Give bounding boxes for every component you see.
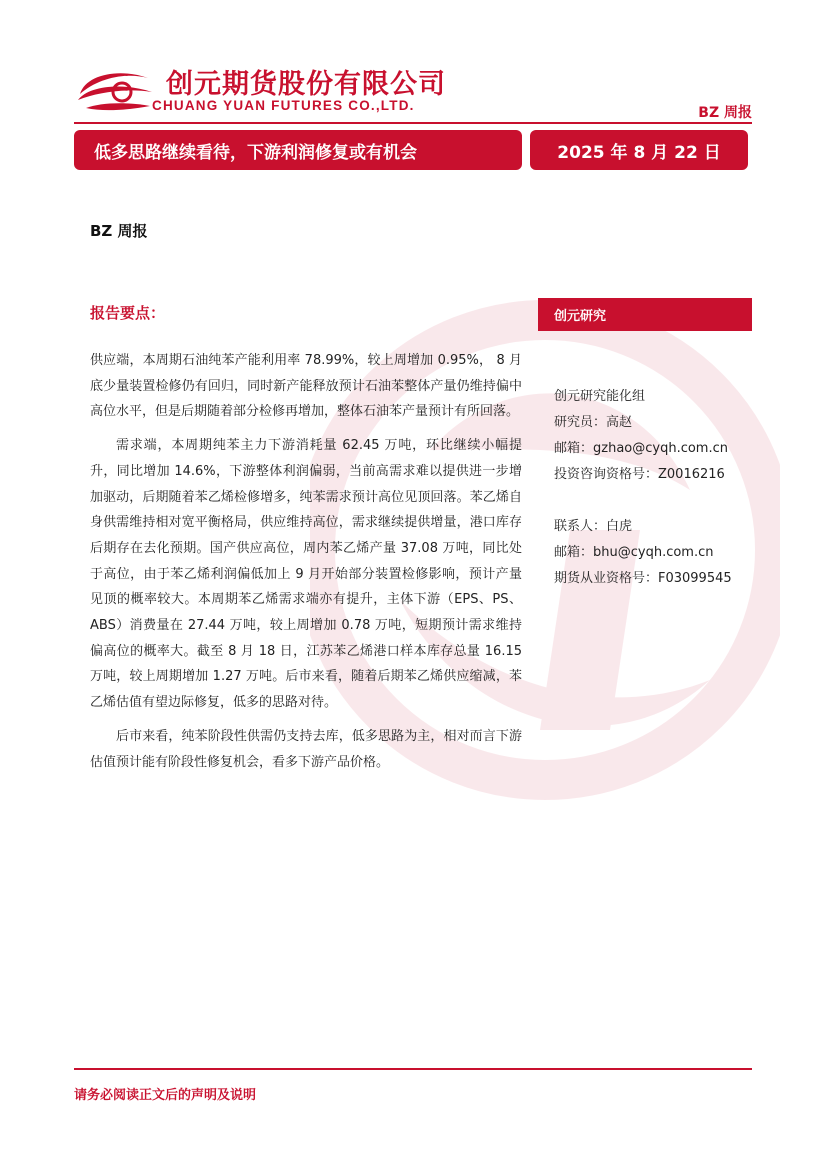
contact-email[interactable]: 邮箱：bhu@cyqh.com.cn xyxy=(554,545,714,560)
report-date-banner xyxy=(530,130,748,170)
report-title-banner xyxy=(74,130,522,170)
footer-disclaimer: 请务必阅读正文后的声明及说明 xyxy=(74,1088,257,1103)
report-type-label: BZ 周报 xyxy=(90,222,148,240)
report-tag: BZ 周报 xyxy=(698,105,752,121)
researcher-name: 研究员：高赵 xyxy=(554,415,633,430)
section-heading: 报告要点： xyxy=(90,304,166,322)
header-divider xyxy=(74,122,752,124)
contact-license: 期货从业资格号：F03099545 xyxy=(554,571,732,586)
report-title: 低多思路继续看待，下游利润修复或有机会 xyxy=(94,142,417,163)
report-date: 2025 年 8 月 22 日 xyxy=(557,142,721,163)
company-logo-icon xyxy=(76,64,156,114)
report-body xyxy=(90,348,522,783)
researcher-info xyxy=(554,384,728,488)
researcher-license: 投资咨询资格号：Z0016216 xyxy=(554,467,725,482)
company-name-en: CHUANG YUAN FUTURES CO.,LTD. xyxy=(152,98,415,113)
researcher-email[interactable]: 邮箱：gzhao@cyqh.com.cn xyxy=(554,441,728,456)
contact-info xyxy=(554,514,732,592)
paragraph-demand: 需求端，本周期纯苯主力下游消耗量 62.45 万吨，环比继续小幅提升，同比增加 14.6%，下游整体利润偏弱，当前高需求难以提供进一步增加驱动，后期随着苯乙烯检修增多，纯苯需求预计高位见顶回落。苯乙烯自身供需维持相对宽平衡格局，供应维持高位，需求继续提供增量，港口库存后期存在去化预期。国产供应高位，周内苯乙烯产量 37.08 万吨，同比处于高位，由于苯乙烯利润偏低加上 9 月开始部分装置检修影响，预计产量见顶的概率较大。本周期苯乙烯需求端亦有提升，主体下游（EPS、PS、ABS）消费量在 27.44 万吨，较上周增加 0.78 万吨，短期预计需求维持偏高位的概率大。截至 8 月 18 日，江苏苯乙烯港口样本库存总量 16.15 万吨，较上周期增加 1.27 万吨。后市来看，随着后期苯乙烯供应缩减，苯乙烯估值有望边际修复，低多的思路对待。 xyxy=(90,438,522,711)
company-name-cn: 创元期货股份有限公司 xyxy=(166,69,446,100)
footer-divider xyxy=(74,1068,752,1070)
paragraph-supply: 供应端，本周期石油纯苯产能利用率 78.99%，较上周增加 0.95%， 8 月底少量装置检修仍有回归，同时新产能释放预计石油苯整体产量仍维持偏中高位水平，但是后期随着部分检修再增加，整体石油苯产量预计有所回落。 xyxy=(90,353,522,420)
team-name: 创元研究能化组 xyxy=(554,389,646,404)
sidebar-header: 创元研究 xyxy=(538,298,752,331)
paragraph-outlook: 后市来看，纯苯阶段性供需仍支持去库，低多思路为主，相对而言下游估值预计能有阶段性修复机会，看多下游产品价格。 xyxy=(90,728,522,770)
contact-name: 联系人：白虎 xyxy=(554,519,633,534)
